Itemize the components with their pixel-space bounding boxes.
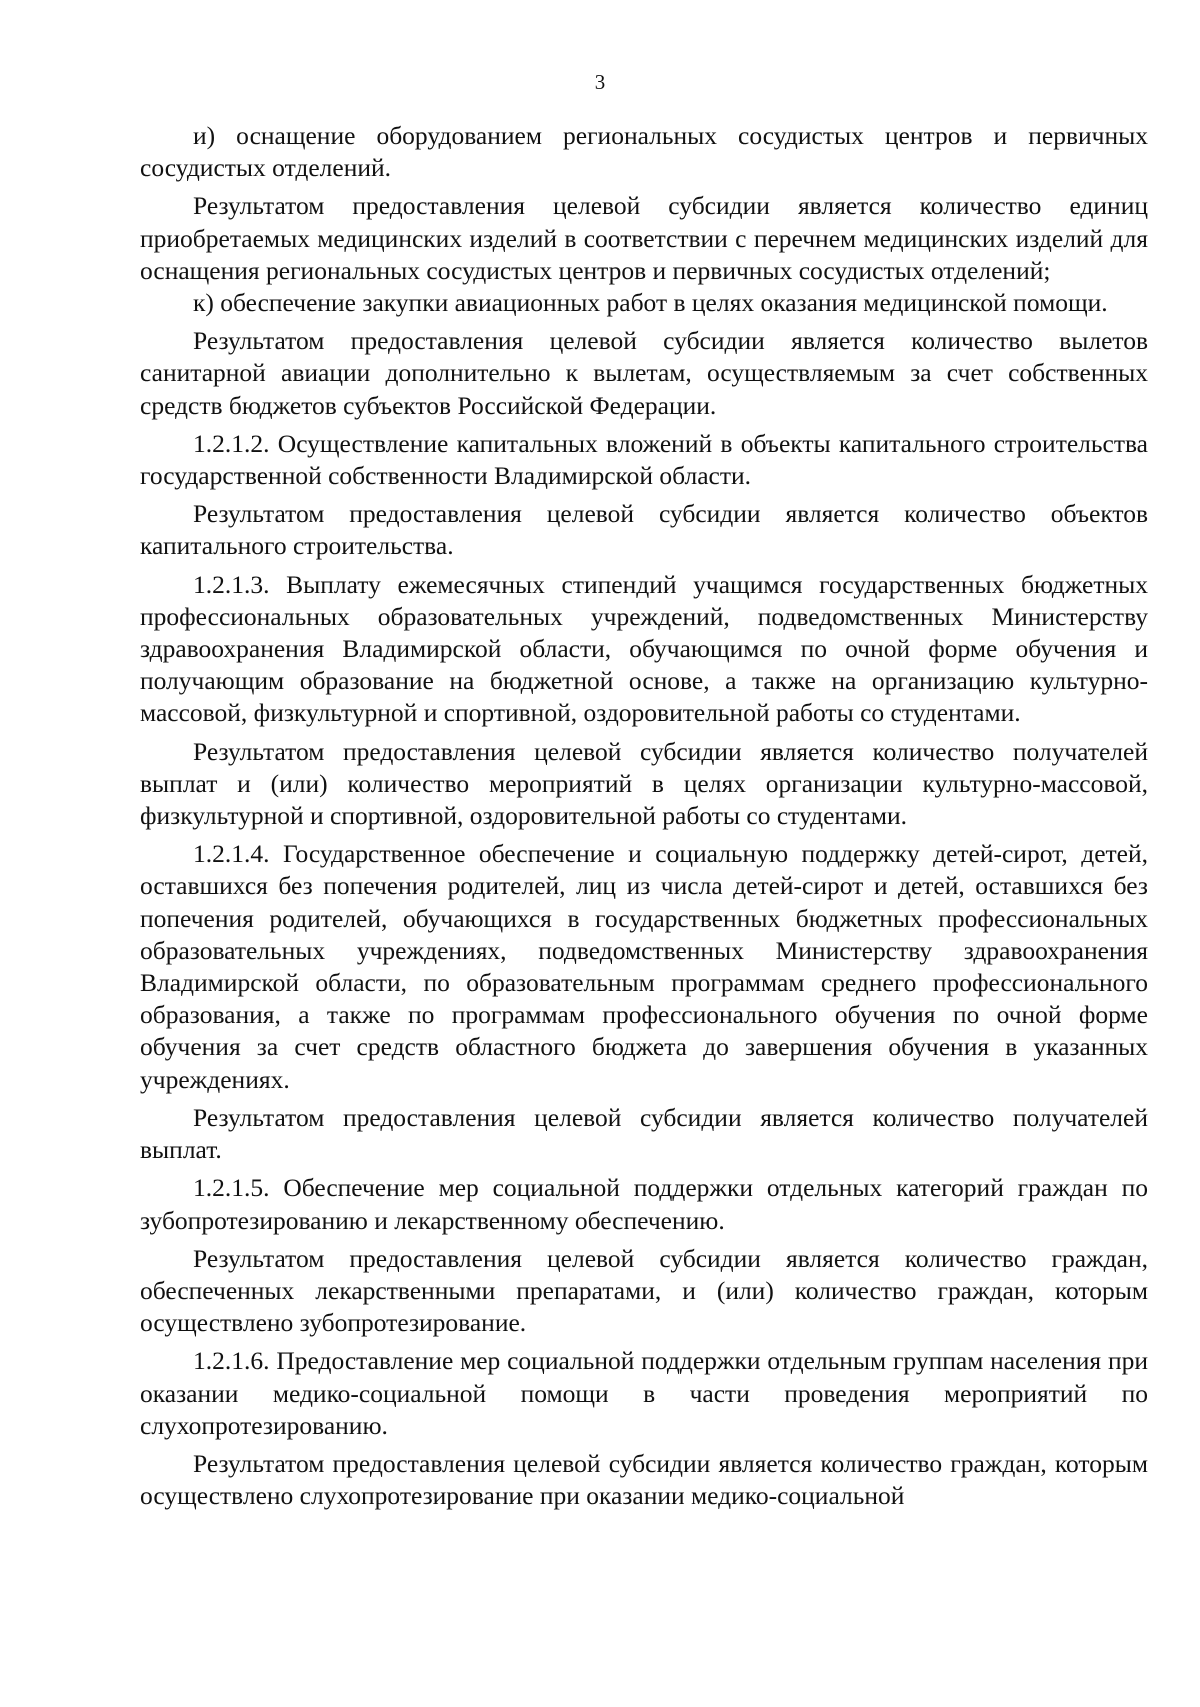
paragraph-1-2-1-6: 1.2.1.6. Предоставление мер социальной поддержки отдельным группам населения при оказании медико-социальной помощи в части проведения мероприятий по слухопротезированию. [140,1346,1148,1440]
paragraph-result-orphan-support: Результатом предоставления целевой субсидии является количество получателей выплат. [140,1102,1148,1165]
paragraph-result-capital-construction: Результатом предоставления целевой субсидии является количество объектов капитального строительства. [140,499,1148,561]
paragraph-1-2-1-5: 1.2.1.5. Обеспечение мер социальной поддержки отдельных категорий граждан по зубопротезированию и лекарственному обеспечению. [140,1173,1148,1235]
paragraph-1-2-1-2: 1.2.1.2. Осуществление капитальных вложений в объекты капитального строительства государственной собственности Владимирской области. [140,428,1148,491]
paragraph-result-scholarships: Результатом предоставления целевой субсидии является количество получателей выплат и (или) количество мероприятий в целях организации культурно-массовой, физкультурной и спортивной, оздоровительной работы со студентами. [140,736,1148,831]
paragraph-item-k: к) обеспечение закупки авиационных работ в целях оказания медицинской помощи. [193,288,1108,318]
page-number: 3 [594,70,606,94]
paragraph-1-2-1-4: 1.2.1.4. Государственное обеспечение и социальную поддержку детей-сирот, детей, оставшихся без попечения родителей, лиц из числа детей-сирот и детей, оставшихся без попечения родителей, обучающихся в государственных бюджетных профессиональных образовательных учреждениях, подведомственных Министерству здравоохранения Владимирской области, по образовательным программам среднего профессионального образования, а также по программам профессионального обучения по очной форме обучения за счет средств областного бюджета до завершения обучения в указанных учреждениях. [140,839,1148,1094]
paragraph-result-vascular-equipment: Результатом предоставления целевой субсидии является количество единиц приобретаемых медицинских изделий в соответствии с перечнем медицинских изделий для оснащения региональных сосудистых центров и первичных сосудистых отделений; [140,191,1148,285]
paragraph-item-i: и) оснащение оборудованием региональных сосудистых центров и первичных сосудистых отделений. [140,121,1148,183]
paragraph-result-air-ambulance: Результатом предоставления целевой субсидии является количество вылетов санитарной авиации дополнительно к вылетам, осуществляемым за счет собственных средств бюджетов субъектов Российской Федерации. [140,326,1148,420]
paragraph-result-dental-medication: Результатом предоставления целевой субсидии является количество граждан, обеспеченных лекарственными препаратами, и (или) количество граждан, которым осуществлено зубопротезирование. [140,1243,1148,1338]
paragraph-1-2-1-3: 1.2.1.3. Выплату ежемесячных стипендий учащимся государственных бюджетных профессиональных образовательных учреждений, подведомственных Министерству здравоохранения Владимирской области, обучающимся по очной форме обучения и получающим образование на бюджетной основе, а также на организацию культурно-массовой, физкультурной и спортивной, оздоровительной работы со студентами. [140,569,1148,728]
paragraph-result-hearing-aids: Результатом предоставления целевой субсидии является количество граждан, которым осуществлено слухопротезирование при оказании медико-социальной [140,1448,1148,1511]
document-body [140,120,1148,1512]
